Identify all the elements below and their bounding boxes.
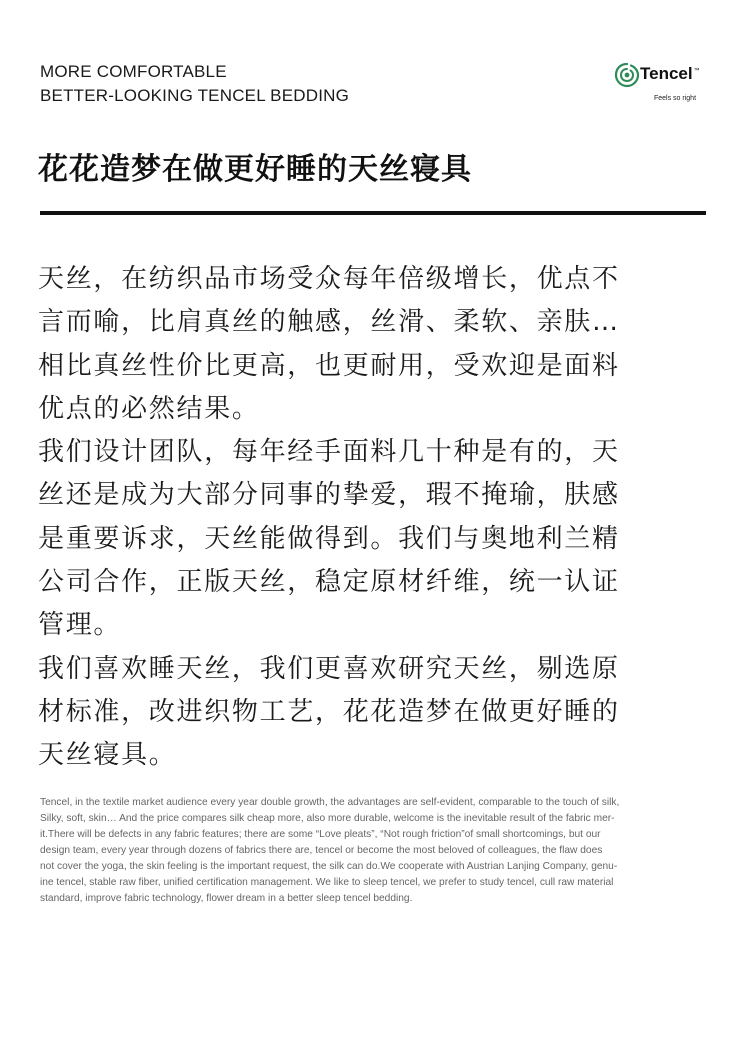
- cn-line: 相比真丝性价比更高，也更耐用，受欢迎是面料: [38, 350, 620, 381]
- en-line: standard, improve fabric technology, flower dream in a better sleep tencel bedding.: [40, 893, 413, 904]
- cn-line: 优点的必然结果。: [38, 393, 260, 424]
- cn-line: 材标准，改进织物工艺，花花造梦在做更好睡的: [38, 696, 620, 727]
- chinese-body-text: [38, 258, 714, 778]
- logo-wordmark: Tencel™: [640, 64, 700, 83]
- en-line: not cover the yoga, the skin feeling is the important request, the silk can do.We cooperate with Austrian Lanjing Company, genu-: [40, 861, 618, 872]
- en-line: Silky, soft, skin… And the price compares silk cheap more, also more durable, welcome is the inevitable result of the fabric mer-: [40, 813, 615, 824]
- cn-line: 公司合作，正版天丝，稳定原材纤维，统一认证: [38, 567, 620, 598]
- en-line: Tencel, in the textile market audience every year double growth, the advantages are self-evident, comparable to the touch of silk,: [40, 797, 620, 808]
- cn-line: 管理。: [38, 610, 122, 641]
- cn-line: 天丝，在纺织品市场受众每年倍级增长，优点不: [38, 264, 620, 294]
- cn-line: 丝还是成为大部分同事的挚爱，瑕不掩瑜，肤感: [38, 480, 620, 511]
- heading-line-2: BETTER-LOOKING TENCEL BEDDING: [40, 86, 350, 105]
- en-line: ine tencel, stable raw fiber, unified certification management. We like to sleep tencel, we prefer to study tencel, cull raw material: [40, 877, 614, 888]
- page-title: 花花造梦在做更好睡的天丝寝具: [38, 152, 472, 187]
- cn-line: 天丝寝具。: [38, 740, 177, 771]
- en-line: design team, every year through dozens of fabrics there are, tencel or become the most beloved of colleagues, the flaw does: [40, 845, 603, 856]
- english-body-text: [40, 795, 720, 907]
- tencel-leaf-icon: [614, 62, 640, 88]
- cn-line: 我们喜欢睡天丝，我们更喜欢研究天丝，剔选原: [38, 653, 620, 684]
- en-line: it.There will be defects in any fabric features; there are some “Love pleats”, “Not rough friction”of small shortcomings, but our: [40, 829, 601, 840]
- header-heading: [40, 60, 349, 108]
- logo-tagline: Feels so right: [654, 95, 697, 102]
- tencel-logo: [614, 62, 714, 106]
- logo-trademark: ™: [693, 68, 700, 75]
- cn-line: 言而喻，比肩真丝的触感，丝滑、柔软、亲肤…: [38, 307, 620, 338]
- cn-line: 是重要诉求，天丝能做得到。我们与奥地利兰精: [38, 523, 620, 554]
- heading-line-1: MORE COMFORTABLE: [40, 62, 227, 81]
- title-divider: [40, 211, 706, 215]
- cn-line: 我们设计团队，每年经手面料几十种是有的，天: [38, 437, 620, 468]
